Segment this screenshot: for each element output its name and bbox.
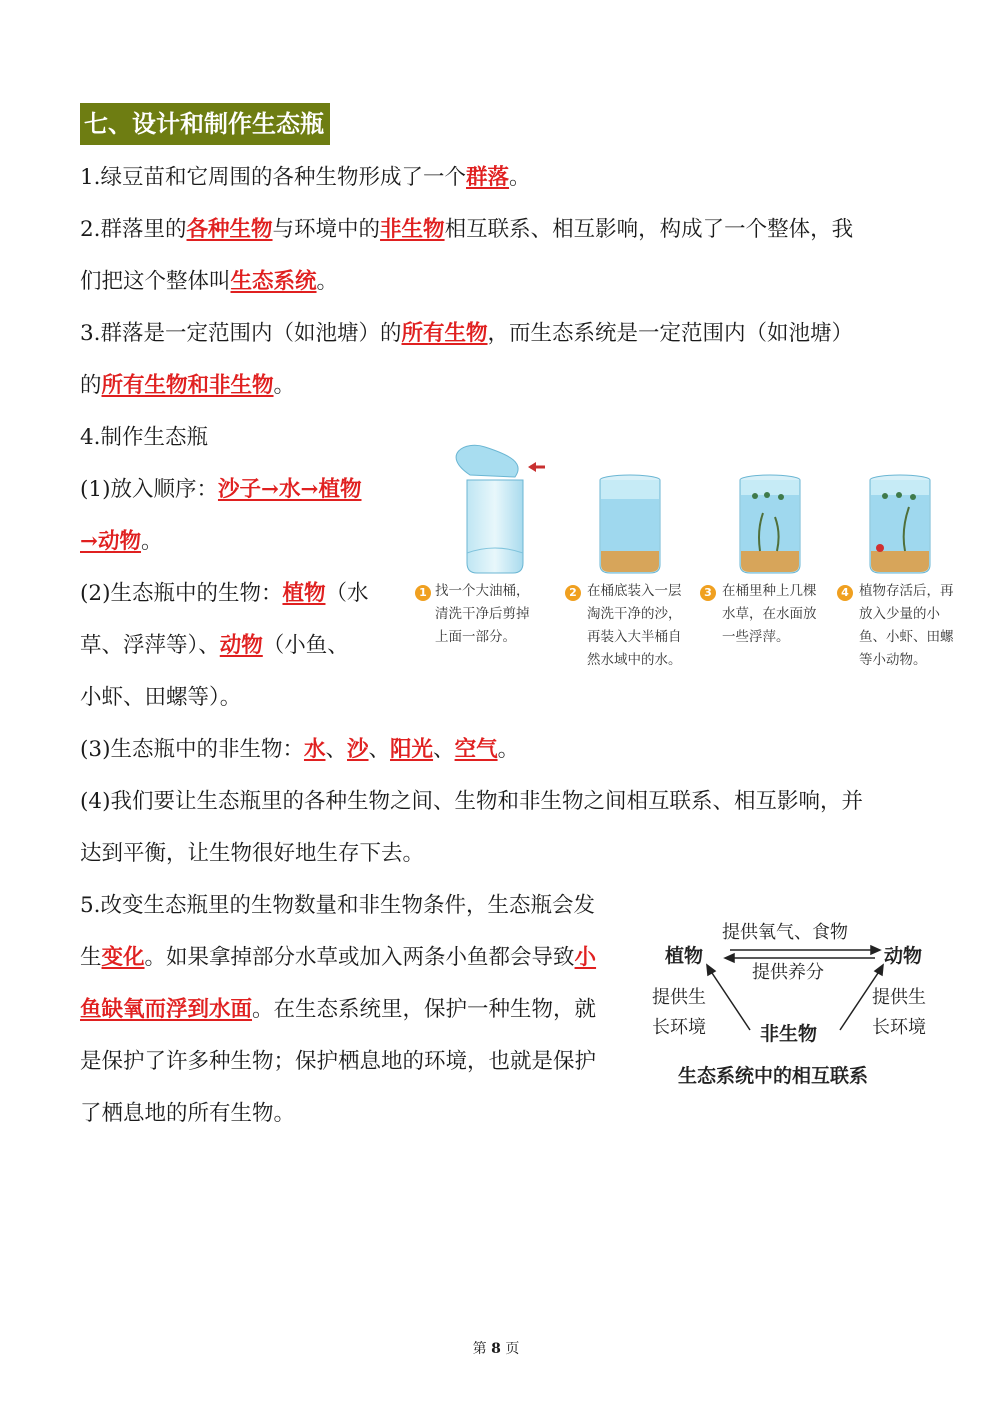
page-number: 8 [491, 1341, 501, 1357]
answer-blank: 小 [574, 945, 597, 970]
text: 们把这个整体叫 [80, 269, 231, 294]
answer-blank: 沙 [347, 737, 369, 762]
step-number-3: 3 [700, 585, 716, 601]
caption-line: 水草，在水面放 [722, 606, 817, 622]
caption-line: 等小动物。 [859, 652, 927, 668]
bottle-2 [600, 475, 660, 573]
paragraph-5-line-2 [80, 943, 596, 973]
caption-line: 放入少量的小 [859, 606, 940, 622]
answer-blank: 群落 [466, 165, 510, 190]
paragraph-5-line-5: 了栖息地的所有生物。 [80, 1101, 296, 1126]
caption-line: 在桶底装入一层 [587, 583, 682, 599]
step-number-2: 2 [565, 585, 581, 601]
text: 。 [273, 373, 296, 398]
diagram-caption: 生态系统中的相互联系 [678, 1065, 869, 1087]
caption-line: 找一个大油桶， [435, 583, 530, 599]
answer-blank: 鱼缺氧而浮到水面 [80, 997, 253, 1022]
step-order-line-2 [80, 527, 163, 557]
animal-label: 动物 [884, 945, 923, 967]
paragraph-4-title: 4.制作生态瓶 [80, 425, 209, 450]
living-things-line-2 [80, 631, 349, 661]
left-label-line-1: 提供生 [652, 987, 706, 1008]
text: 、 [325, 737, 347, 762]
step-caption-3 [722, 580, 817, 649]
step-order-line-1 [80, 475, 362, 505]
paragraph-3-line-1 [80, 319, 853, 349]
step-caption-2 [587, 580, 682, 672]
paragraph-2-line-2 [80, 267, 338, 297]
page-footer [0, 1338, 992, 1358]
diagram-arrows [640, 930, 960, 1040]
text: (1)放入顺序： [80, 477, 218, 502]
bottle-3 [740, 475, 800, 573]
right-label-line-2: 长环境 [872, 1017, 926, 1038]
step-caption-1 [435, 580, 530, 649]
nonliving-things-line [80, 735, 519, 765]
answer-blank: 空气 [454, 737, 498, 762]
text: （水 [325, 581, 369, 606]
text: (2)生态瓶中的生物： [80, 581, 283, 606]
caption-line: 鱼、小虾、田螺 [859, 629, 954, 645]
arrow-nonliving-to-animal [840, 970, 880, 1030]
caption-line: 植物存活后，再 [859, 583, 954, 599]
step-caption-4 [859, 580, 954, 672]
answer-blank: →动物 [80, 529, 142, 554]
answer-blank: 生态系统 [230, 269, 317, 294]
answer-blank: 非生物 [380, 217, 445, 242]
text: 2.群落里的 [80, 217, 187, 242]
text: (3)生态瓶中的非生物： [80, 737, 304, 762]
paragraph-5-line-1: 5.改变生态瓶里的生物数量和非生物条件，生态瓶会发 [80, 893, 596, 918]
text: 与环境中的 [272, 217, 381, 242]
arrow-head [725, 954, 734, 962]
answer-blank: 植物 [282, 581, 326, 606]
text: 的 [80, 373, 102, 398]
caption-line: 清洗干净后剪掉 [435, 606, 530, 622]
answer-blank: 动物 [219, 633, 263, 658]
bottle-4 [870, 475, 930, 573]
plant-label: 植物 [665, 945, 704, 967]
bottom-arrow-label: 提供养分 [752, 962, 824, 983]
text: ，而生态系统是一定范围内（如池塘） [487, 321, 854, 346]
arrow-head [707, 965, 715, 975]
text: 1.绿豆苗和它周围的各种生物形成了一个 [80, 165, 467, 190]
answer-blank: 水 [303, 737, 326, 762]
arrow-head [875, 965, 883, 975]
paragraph-3-line-2 [80, 371, 295, 401]
paragraph-5-line-3 [80, 995, 596, 1025]
answer-blank: 所有生物 [401, 321, 488, 346]
text: 。 [141, 529, 163, 554]
text: 、 [433, 737, 455, 762]
arrow-nonliving-to-plant [710, 970, 750, 1030]
section-title: 七、设计和制作生态瓶 [80, 103, 330, 145]
caption-line: 再装入大半桶自 [587, 629, 682, 645]
answer-blank: 各种生物 [186, 217, 273, 242]
top-arrow-label: 提供氧气、食物 [722, 922, 848, 943]
arrow-head [871, 946, 880, 954]
text: 草、浮萍等）、 [80, 633, 220, 658]
text: 。如果拿掉部分水草或加入两条小鱼都会导致 [144, 945, 575, 970]
paragraph-5-line-4: 是保护了许多种生物；保护栖息地的环境，也就是保护 [80, 1049, 597, 1074]
eco-bottle-illustration [415, 435, 975, 590]
caption-line: 然水域中的水。 [587, 652, 682, 668]
text: （小鱼、 [262, 633, 349, 658]
step-number-1: 1 [415, 585, 431, 601]
caption-line: 一些浮萍。 [722, 629, 790, 645]
text: 。在生态系统里，保护一种生物，就 [252, 997, 597, 1022]
answer-blank: 阳光 [390, 737, 434, 762]
text: 3.群落是一定范围内（如池塘）的 [80, 321, 402, 346]
answer-blank: 沙子→水→植物 [217, 477, 362, 502]
paragraph-2-line-1 [80, 215, 853, 245]
caption-line: 上面一部分。 [435, 629, 516, 645]
living-things-line-1 [80, 579, 369, 609]
answer-blank: 所有生物和非生物 [101, 373, 274, 398]
right-label-line-1: 提供生 [872, 987, 926, 1008]
page-suffix: 页 [505, 1341, 520, 1357]
caption-line: 在桶里种上几棵 [722, 583, 817, 599]
text: 生 [80, 945, 102, 970]
answer-blank: 变化 [101, 945, 145, 970]
text: 相互联系、相互影响，构成了一个整体，我 [444, 217, 854, 242]
text: 。 [509, 165, 531, 190]
text: 。 [316, 269, 339, 294]
page-prefix: 第 [472, 1341, 487, 1357]
caption-line: 淘洗干净的沙， [587, 606, 682, 622]
nonliving-label: 非生物 [760, 1023, 818, 1045]
step-number-4: 4 [837, 585, 853, 601]
bottle-1 [456, 445, 545, 573]
paragraph-1 [80, 163, 531, 193]
text: 、 [368, 737, 391, 762]
living-things-line-3: 小虾、田螺等）。 [80, 685, 242, 710]
text: 。 [497, 737, 520, 762]
balance-line-1: (4)我们要让生态瓶里的各种生物之间、生物和非生物之间相互联系、相互影响，并 [80, 789, 863, 814]
left-label-line-2: 长环境 [652, 1017, 706, 1038]
balance-line-2: 达到平衡，让生物很好地生存下去。 [80, 841, 425, 866]
